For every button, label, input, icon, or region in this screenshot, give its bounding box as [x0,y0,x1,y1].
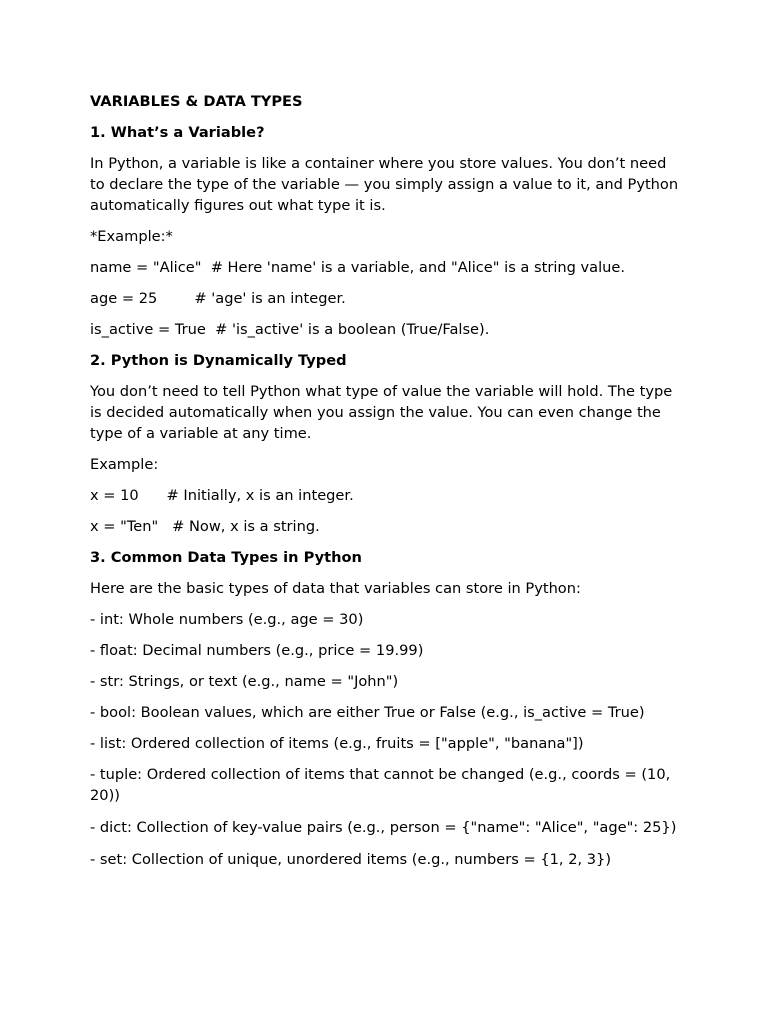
code-line: is_active = True # 'is_active' is a boolean (True/False). [90,321,490,338]
document-page [90,91,683,880]
section-3-heading: 3. Common Data Types in Python [90,549,362,566]
section-2-example-label: Example: [90,456,159,473]
code-line: x = 10 # Initially, x is an integer. [90,487,354,504]
list-item: - float: Decimal numbers (e.g., price = 19.99) [90,642,424,659]
document-title: VARIABLES & DATA TYPES [90,93,303,110]
list-item: - str: Strings, or text (e.g., name = "John") [90,673,399,690]
list-item: - dict: Collection of key-value pairs (e.g., person = {"name": "Alice", "age": 25}) [90,819,677,836]
code-line: name = "Alice" # Here 'name' is a variable, and "Alice" is a string value. [90,259,626,276]
list-item: - int: Whole numbers (e.g., age = 30) [90,611,364,628]
section-1-heading: 1. What’s a Variable? [90,124,265,141]
section-3-intro: Here are the basic types of data that variables can store in Python: [90,580,581,597]
code-line: age = 25 # 'age' is an integer. [90,290,346,307]
list-item: - set: Collection of unique, unordered items (e.g., numbers = {1, 2, 3}) [90,851,612,868]
list-item: - list: Ordered collection of items (e.g., fruits = ["apple", "banana"]) [90,735,584,752]
section-1-example-label: *Example:* [90,228,173,245]
section-2-heading: 2. Python is Dynamically Typed [90,352,347,369]
section-1-paragraph: In Python, a variable is like a container where you store values. You don’t need to declare the type of the variable — you simply assign a value to it, and Python automatically figures out what type it is. [90,155,683,214]
section-2-paragraph: You don’t need to tell Python what type of value the variable will hold. The type is decided automatically when you assign the value. You can even change the type of a variable at any time. [90,383,677,442]
list-item: - tuple: Ordered collection of items that cannot be changed (e.g., coords = (10, 20)) [90,766,675,804]
code-line: x = "Ten" # Now, x is a string. [90,518,320,535]
list-item: - bool: Boolean values, which are either True or False (e.g., is_active = True) [90,704,645,721]
